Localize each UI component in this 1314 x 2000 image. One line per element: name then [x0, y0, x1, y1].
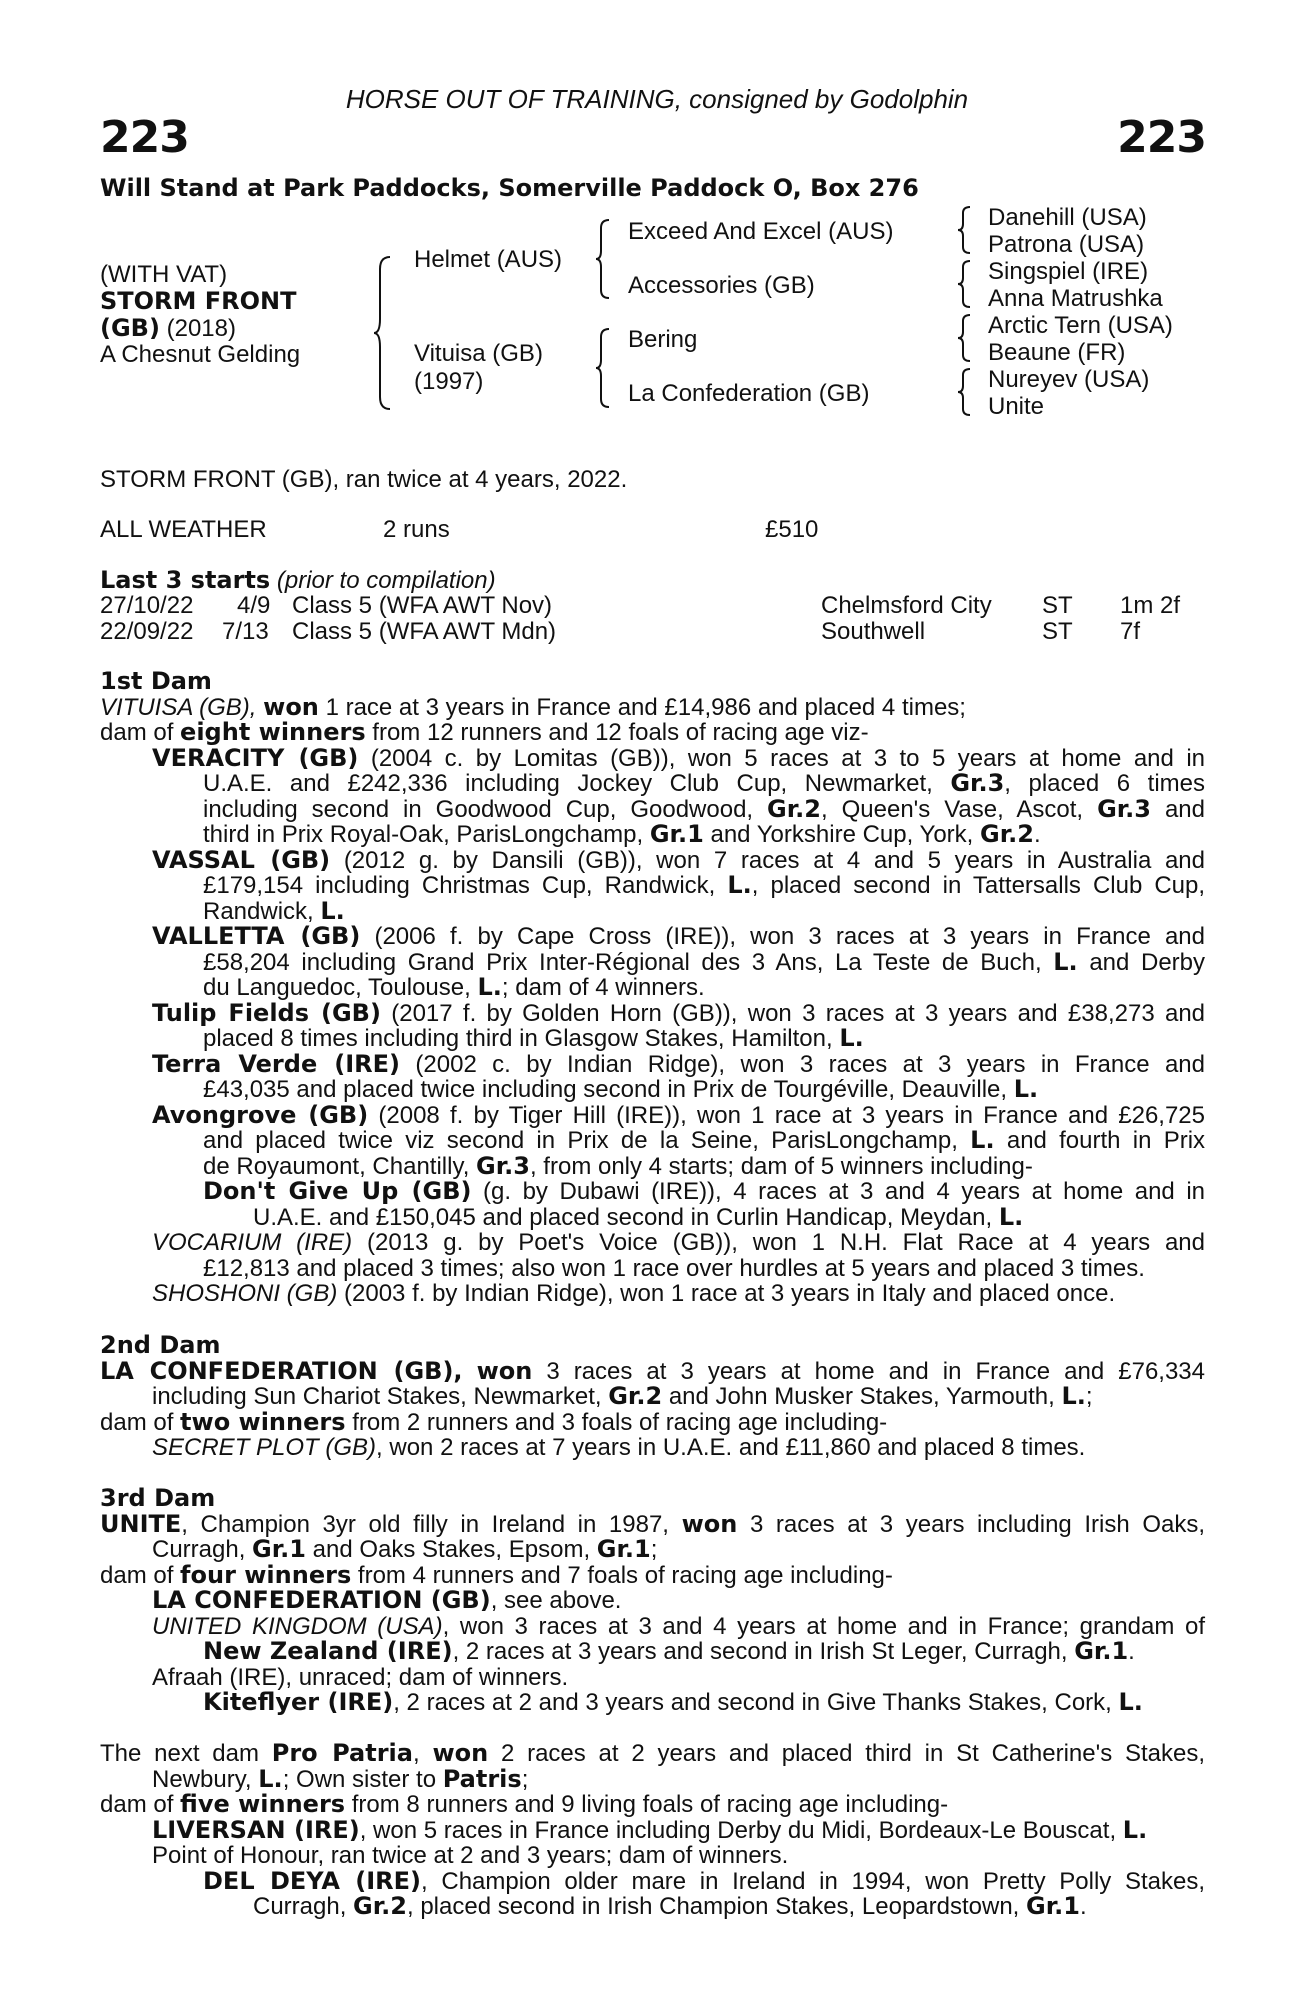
start-date: 22/09/22 — [100, 618, 194, 645]
produce-vassal: VASSAL (GB) (2012 g. by Dansili (GB)), won 7 races at 4 and 5 years in Australia and — [152, 845, 1205, 874]
start-distance: 7f — [1120, 618, 1141, 645]
produce-line: £43,035 and placed twice including second in Prix de Tourgéville, Deauville, L. — [203, 1075, 1039, 1103]
horse-origin-year — [100, 314, 236, 343]
second-dam-line: including Sun Chariot Stakes, Newmarket, Gr.2 and John Musker Stakes, Yarmouth, L.; — [152, 1382, 1093, 1410]
produce-line: £58,204 including Grand Prix Inter-Régional des 3 Ans, La Teste de Buch, L. and Derby — [203, 947, 1206, 976]
horse-origin: (GB) — [100, 314, 160, 342]
start-position: 7/13 — [222, 618, 269, 645]
last-starts-title: Last 3 starts — [100, 566, 271, 594]
dam: Vituisa (GB) — [414, 340, 543, 367]
horse-year: (2018) — [166, 315, 236, 342]
brace-icon — [594, 327, 612, 409]
produce-line: third in Prix Royal-Oak, ParisLongchamp, Gr.1 and Yorkshire Cup, York, Gr.2. — [203, 820, 1041, 848]
record-surface: ALL WEATHER — [100, 516, 267, 543]
produce-point-of-honour: Point of Honour, ran twice at 2 and 3 years; dam of winners. — [152, 1842, 789, 1869]
brace-icon — [372, 255, 394, 411]
brace-icon — [956, 259, 972, 309]
grandparent-8: Unite — [988, 393, 1045, 420]
produce-del-deya: DEL DEYA (IRE), Champion older mare in Ireland in 1994, won Pretty Polly Stakes, — [203, 1866, 1205, 1895]
dam-dam: La Confederation (GB) — [628, 380, 870, 407]
start-going: ST — [1042, 618, 1073, 645]
fourth-dam-section — [100, 1741, 1205, 1920]
second-dam-produce-line: dam of two winners from 2 runners and 3 foals of racing age including- — [100, 1407, 888, 1436]
produce-line: placed 8 times including third in Glasgow Stakes, Hamilton, L. — [203, 1024, 864, 1052]
first-dam-heading: 1st Dam — [100, 667, 212, 695]
produce-kiteflyer: Kiteflyer (IRE), 2 races at 2 and 3 years and second in Give Thanks Stakes, Cork, L. — [203, 1688, 1143, 1716]
produce-tulip-fields: Tulip Fields (GB) (2017 f. by Golden Horn (GB)), won 3 races at 3 years and £38,273 and — [152, 998, 1206, 1027]
last-starts-note: (prior to compilation) — [276, 567, 496, 594]
produce-line: Randwick, L. — [203, 896, 345, 925]
start-race: Class 5 (WFA AWT Nov) — [292, 592, 553, 619]
third-dam-section — [100, 1486, 1205, 1716]
produce-line: Curragh, Gr.2, placed second in Irish Champion Stakes, Leopardstown, Gr.1. — [253, 1892, 1087, 1920]
second-dam-section — [100, 1333, 1205, 1461]
grandparent-5: Arctic Tern (USA) — [988, 312, 1173, 339]
produce-avongrove: Avongrove (GB) (2008 f. by Tiger Hill (IRE)), won 1 race at 3 years in France and £26,725 — [152, 1100, 1205, 1129]
record-runs: 2 runs — [383, 516, 450, 543]
start-race: Class 5 (WFA AWT Mdn) — [292, 618, 557, 645]
dam-sire: Bering — [628, 326, 698, 353]
start-position: 4/9 — [237, 592, 271, 619]
lot-number-left: 223 — [100, 112, 189, 163]
sire-sire: Exceed And Excel (AUS) — [628, 218, 894, 245]
produce-valletta: VALLETTA (GB) (2006 f. by Cape Cross (IRE)), won 3 races at 3 years in France and — [152, 922, 1205, 950]
record-earnings: £510 — [765, 516, 819, 543]
grandparent-6: Beaune (FR) — [988, 339, 1126, 366]
grandparent-3: Singspiel (IRE) — [988, 258, 1149, 285]
second-dam-line: LA CONFEDERATION (GB), won 3 races at 3 years at home and in France and £76,334 — [100, 1356, 1205, 1385]
sire-dam: Accessories (GB) — [628, 272, 815, 299]
consignment-line: HORSE OUT OF TRAINING, consigned by Godolphin — [345, 84, 969, 114]
produce-line: including second in Goodwood Cup, Goodwood, Gr.2, Queen's Vase, Ascot, Gr.3 and — [203, 794, 1205, 823]
start-course: Chelmsford City — [821, 592, 992, 619]
start-date: 27/10/22 — [100, 592, 194, 619]
produce-secret-plot: SECRET PLOT (GB), won 2 races at 7 years in U.A.E. and £11,860 and placed 8 times. — [152, 1434, 1086, 1461]
grandparent-1: Danehill (USA) — [988, 204, 1147, 231]
produce-la-confederation: LA CONFEDERATION (GB), see above. — [152, 1586, 622, 1614]
produce-united-kingdom: UNITED KINGDOM (USA), won 3 races at 3 and 4 years at home and in France; grandam of — [152, 1612, 1205, 1640]
produce-shoshoni: SHOSHONI (GB) (2003 f. by Indian Ridge), won 1 race at 3 years in Italy and placed once. — [152, 1280, 1116, 1307]
fourth-dam-produce-line: dam of five winners from 8 runners and 9 living foals of racing age including- — [100, 1790, 949, 1818]
grandparent-4: Anna Matrushka — [988, 285, 1163, 312]
horse-description: A Chesnut Gelding — [100, 341, 301, 368]
produce-vocarium: VOCARIUM (IRE) (2013 g. by Poet's Voice (GB)), won 1 N.H. Flat Race at 4 years and — [152, 1229, 1205, 1256]
second-dam-heading: 2nd Dam — [100, 1331, 221, 1359]
race-summary: STORM FRONT (GB), ran twice at 4 years, 2022. — [100, 466, 628, 493]
produce-afraah: Afraah (IRE), unraced; dam of winners. — [152, 1663, 569, 1691]
lot-number-right: 223 — [1117, 112, 1206, 163]
first-dam-section — [100, 669, 1205, 1307]
brace-icon — [956, 367, 972, 417]
start-course: Southwell — [821, 618, 926, 645]
last-starts-heading — [100, 566, 496, 595]
produce-line: and placed twice viz second in Prix de la Seine, ParisLongchamp, L. and fourth in Prix — [203, 1126, 1206, 1154]
produce-line: du Languedoc, Toulouse, L.; dam of 4 winners. — [203, 973, 705, 1001]
third-dam-line: Curragh, Gr.1 and Oaks Stakes, Epsom, Gr.1; — [152, 1535, 658, 1563]
produce-line: U.A.E. and £242,336 including Jockey Club Cup, Newmarket, Gr.3, placed 6 times — [203, 769, 1205, 797]
produce-line: £179,154 including Christmas Cup, Randwick, L., placed second in Tattersalls Club Cup, — [203, 871, 1206, 899]
dam-year: (1997) — [414, 368, 484, 395]
vat-note: (WITH VAT) — [100, 261, 228, 288]
first-dam-line: VITUISA (GB), won 1 race at 3 years in France and £14,986 and placed 4 times; — [100, 692, 966, 721]
fourth-dam-line: The next dam Pro Patria, won 2 races at 2 years and placed third in St Catherine's Stakes, — [100, 1739, 1206, 1767]
brace-icon — [594, 218, 612, 300]
third-dam-produce-line: dam of four winners from 4 runners and 7 foals of racing age including- — [100, 1560, 893, 1589]
brace-icon — [956, 205, 972, 255]
sire: Helmet (AUS) — [414, 246, 563, 273]
produce-new-zealand: New Zealand (IRE), 2 races at 3 years and second in Irish St Leger, Curragh, Gr.1. — [203, 1637, 1135, 1665]
start-going: ST — [1042, 592, 1073, 619]
first-dam-produce-line: dam of eight winners from 12 runners and 12 foals of racing age viz- — [100, 718, 869, 746]
produce-line: £12,813 and placed 3 times; also won 1 race over hurdles at 5 years and placed 3 times. — [203, 1254, 1145, 1282]
start-distance: 1m 2f — [1120, 592, 1181, 619]
produce-dont-give-up: Don't Give Up (GB) (g. by Dubawi (IRE)), 4 races at 3 and 4 years at home and in — [203, 1177, 1206, 1205]
grandparent-7: Nureyev (USA) — [988, 366, 1150, 393]
produce-veracity: VERACITY (GB) (2004 c. by Lomitas (GB)), won 5 races at 3 to 5 years at home and in — [152, 743, 1205, 772]
third-dam-heading: 3rd Dam — [100, 1484, 216, 1512]
brace-icon — [956, 313, 972, 363]
produce-terra-verde: Terra Verde (IRE) (2002 c. by Indian Ridge), won 3 races at 3 years in France and — [152, 1049, 1205, 1078]
produce-liversan: LIVERSAN (IRE), won 5 races in France including Derby du Midi, Bordeaux-Le Bouscat, L. — [152, 1815, 1148, 1844]
fourth-dam-line: Newbury, L.; Own sister to Patris; — [152, 1764, 529, 1793]
third-dam-line: UNITE, Champion 3yr old filly in Ireland in 1987, won 3 races at 3 years including Irish Oaks, — [100, 1509, 1205, 1538]
horse-name: STORM FRONT — [100, 287, 297, 315]
grandparent-2: Patrona (USA) — [988, 231, 1145, 258]
produce-line: U.A.E. and £150,045 and placed second in Curlin Handicap, Meydan, L. — [253, 1202, 1024, 1231]
produce-line: de Royaumont, Chantilly, Gr.3, from only 4 starts; dam of 5 winners including- — [203, 1151, 1033, 1180]
stabling-line: Will Stand at Park Paddocks, Somerville Paddock O, Box 276 — [100, 174, 919, 202]
